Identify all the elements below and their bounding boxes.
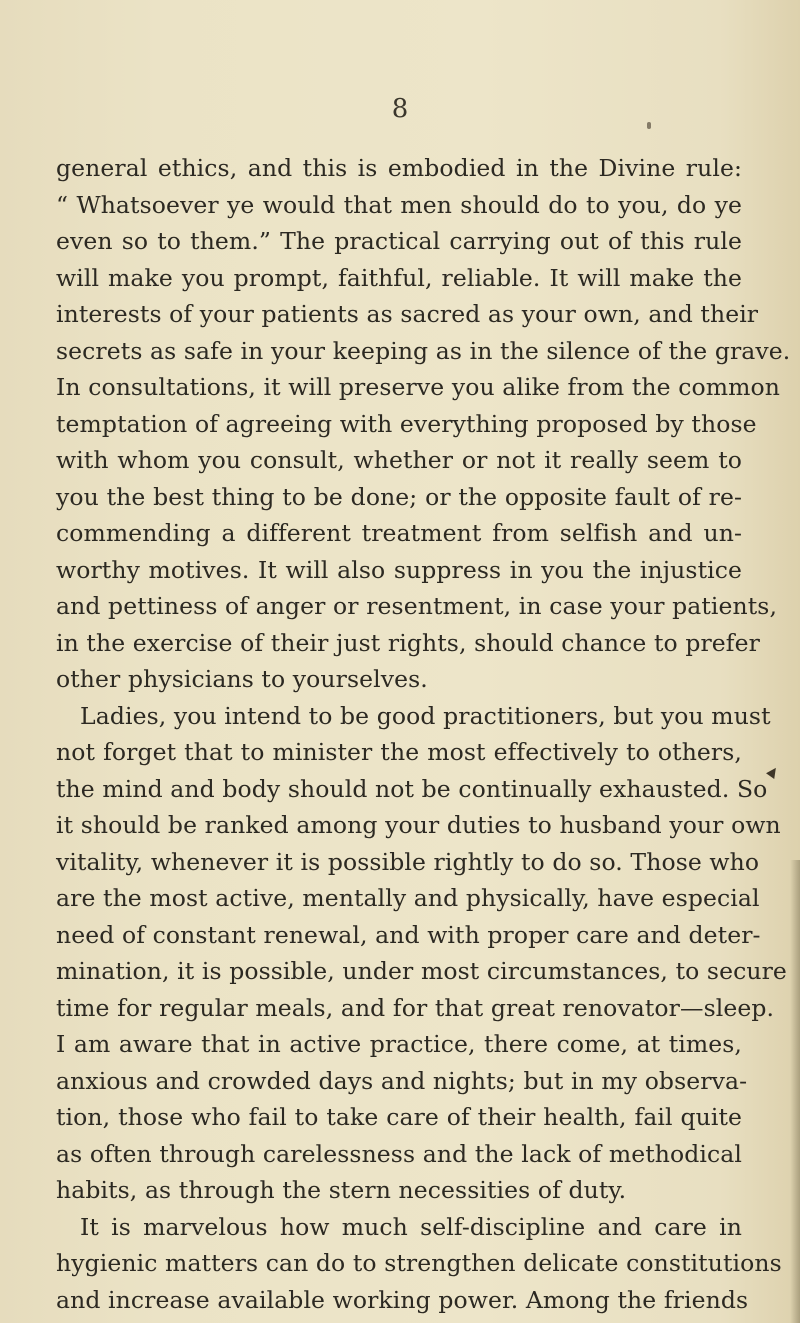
text-line: and pettiness of anger or resentment, in case your patients, bbox=[56, 592, 778, 620]
page-edge-shadow bbox=[790, 860, 800, 1323]
paragraph-end-line: other physicians to yourselves. bbox=[56, 665, 428, 693]
text-line: interests of your patients as sacred as your own, and their bbox=[56, 300, 759, 328]
margin-mark bbox=[766, 765, 780, 779]
body-text bbox=[56, 150, 791, 1318]
text-line: tion, those who fail to take care of their health, fail quite bbox=[56, 1103, 742, 1131]
page-number: 8 bbox=[391, 94, 409, 124]
text-line: are the most active, mentally and physically, have especial bbox=[56, 884, 760, 912]
text-line: secrets as safe in your keeping as in the silence of the grave. bbox=[56, 336, 791, 365]
text-line: worthy motives. It will also suppress in you the injustice bbox=[56, 555, 742, 584]
ink-mark bbox=[647, 122, 651, 129]
paragraph-end-line: habits, as through the stern necessities of duty. bbox=[56, 1176, 627, 1204]
text-line: I am aware that in active practice, there come, at times, bbox=[56, 1030, 742, 1058]
text-line: time for regular meals, and for that great renovator—sleep. bbox=[56, 993, 775, 1022]
text-line: general ethics, and this is embodied in the Divine rule: bbox=[56, 154, 742, 182]
text-line: as often through carelessness and the lack of methodical bbox=[56, 1139, 742, 1168]
text-line: Ladies, you intend to be good practitioners, but you must bbox=[80, 701, 771, 730]
text-line: will make you prompt, faithful, reliable. It will make the bbox=[56, 263, 742, 292]
text-line: In consultations, it will preserve you alike from the common bbox=[56, 373, 780, 401]
text-line: anxious and crowded days and nights; but in my observa- bbox=[56, 1066, 748, 1095]
text-line: hygienic matters can do to strengthen delicate constitutions bbox=[56, 1249, 782, 1277]
text-line: and increase available working power. Among the friends bbox=[56, 1285, 749, 1314]
text-line: in the exercise of their just rights, should chance to prefer bbox=[56, 628, 760, 657]
text-line: It is marvelous how much self-discipline and care in bbox=[80, 1212, 742, 1241]
text-line: it should be ranked among your duties to husband your own bbox=[56, 811, 781, 839]
text-line: vitality, whenever it is possible rightly to do so. Those who bbox=[56, 847, 760, 876]
text-line: “ Whatsoever ye would that men should do to you, do ye bbox=[56, 190, 742, 219]
text-line: with whom you consult, whether or not it really seem to bbox=[56, 446, 742, 474]
text-line: you the best thing to be done; or the opposite fault of re- bbox=[56, 482, 742, 511]
text-line: temptation of agreeing with everything proposed by those bbox=[56, 409, 757, 438]
text-line: not forget that to minister the most effectively to others, bbox=[56, 738, 742, 766]
text-line: need of constant renewal, and with proper care and deter- bbox=[56, 920, 761, 949]
text-line: mination, it is possible, under most circumstances, to secure bbox=[56, 957, 787, 985]
text-line: commending a different treatment from selfish and un- bbox=[56, 519, 742, 547]
text-line: even so to them.” The practical carrying out of this rule bbox=[56, 227, 742, 255]
text-line: the mind and body should not be continually exhausted. So bbox=[56, 774, 768, 803]
